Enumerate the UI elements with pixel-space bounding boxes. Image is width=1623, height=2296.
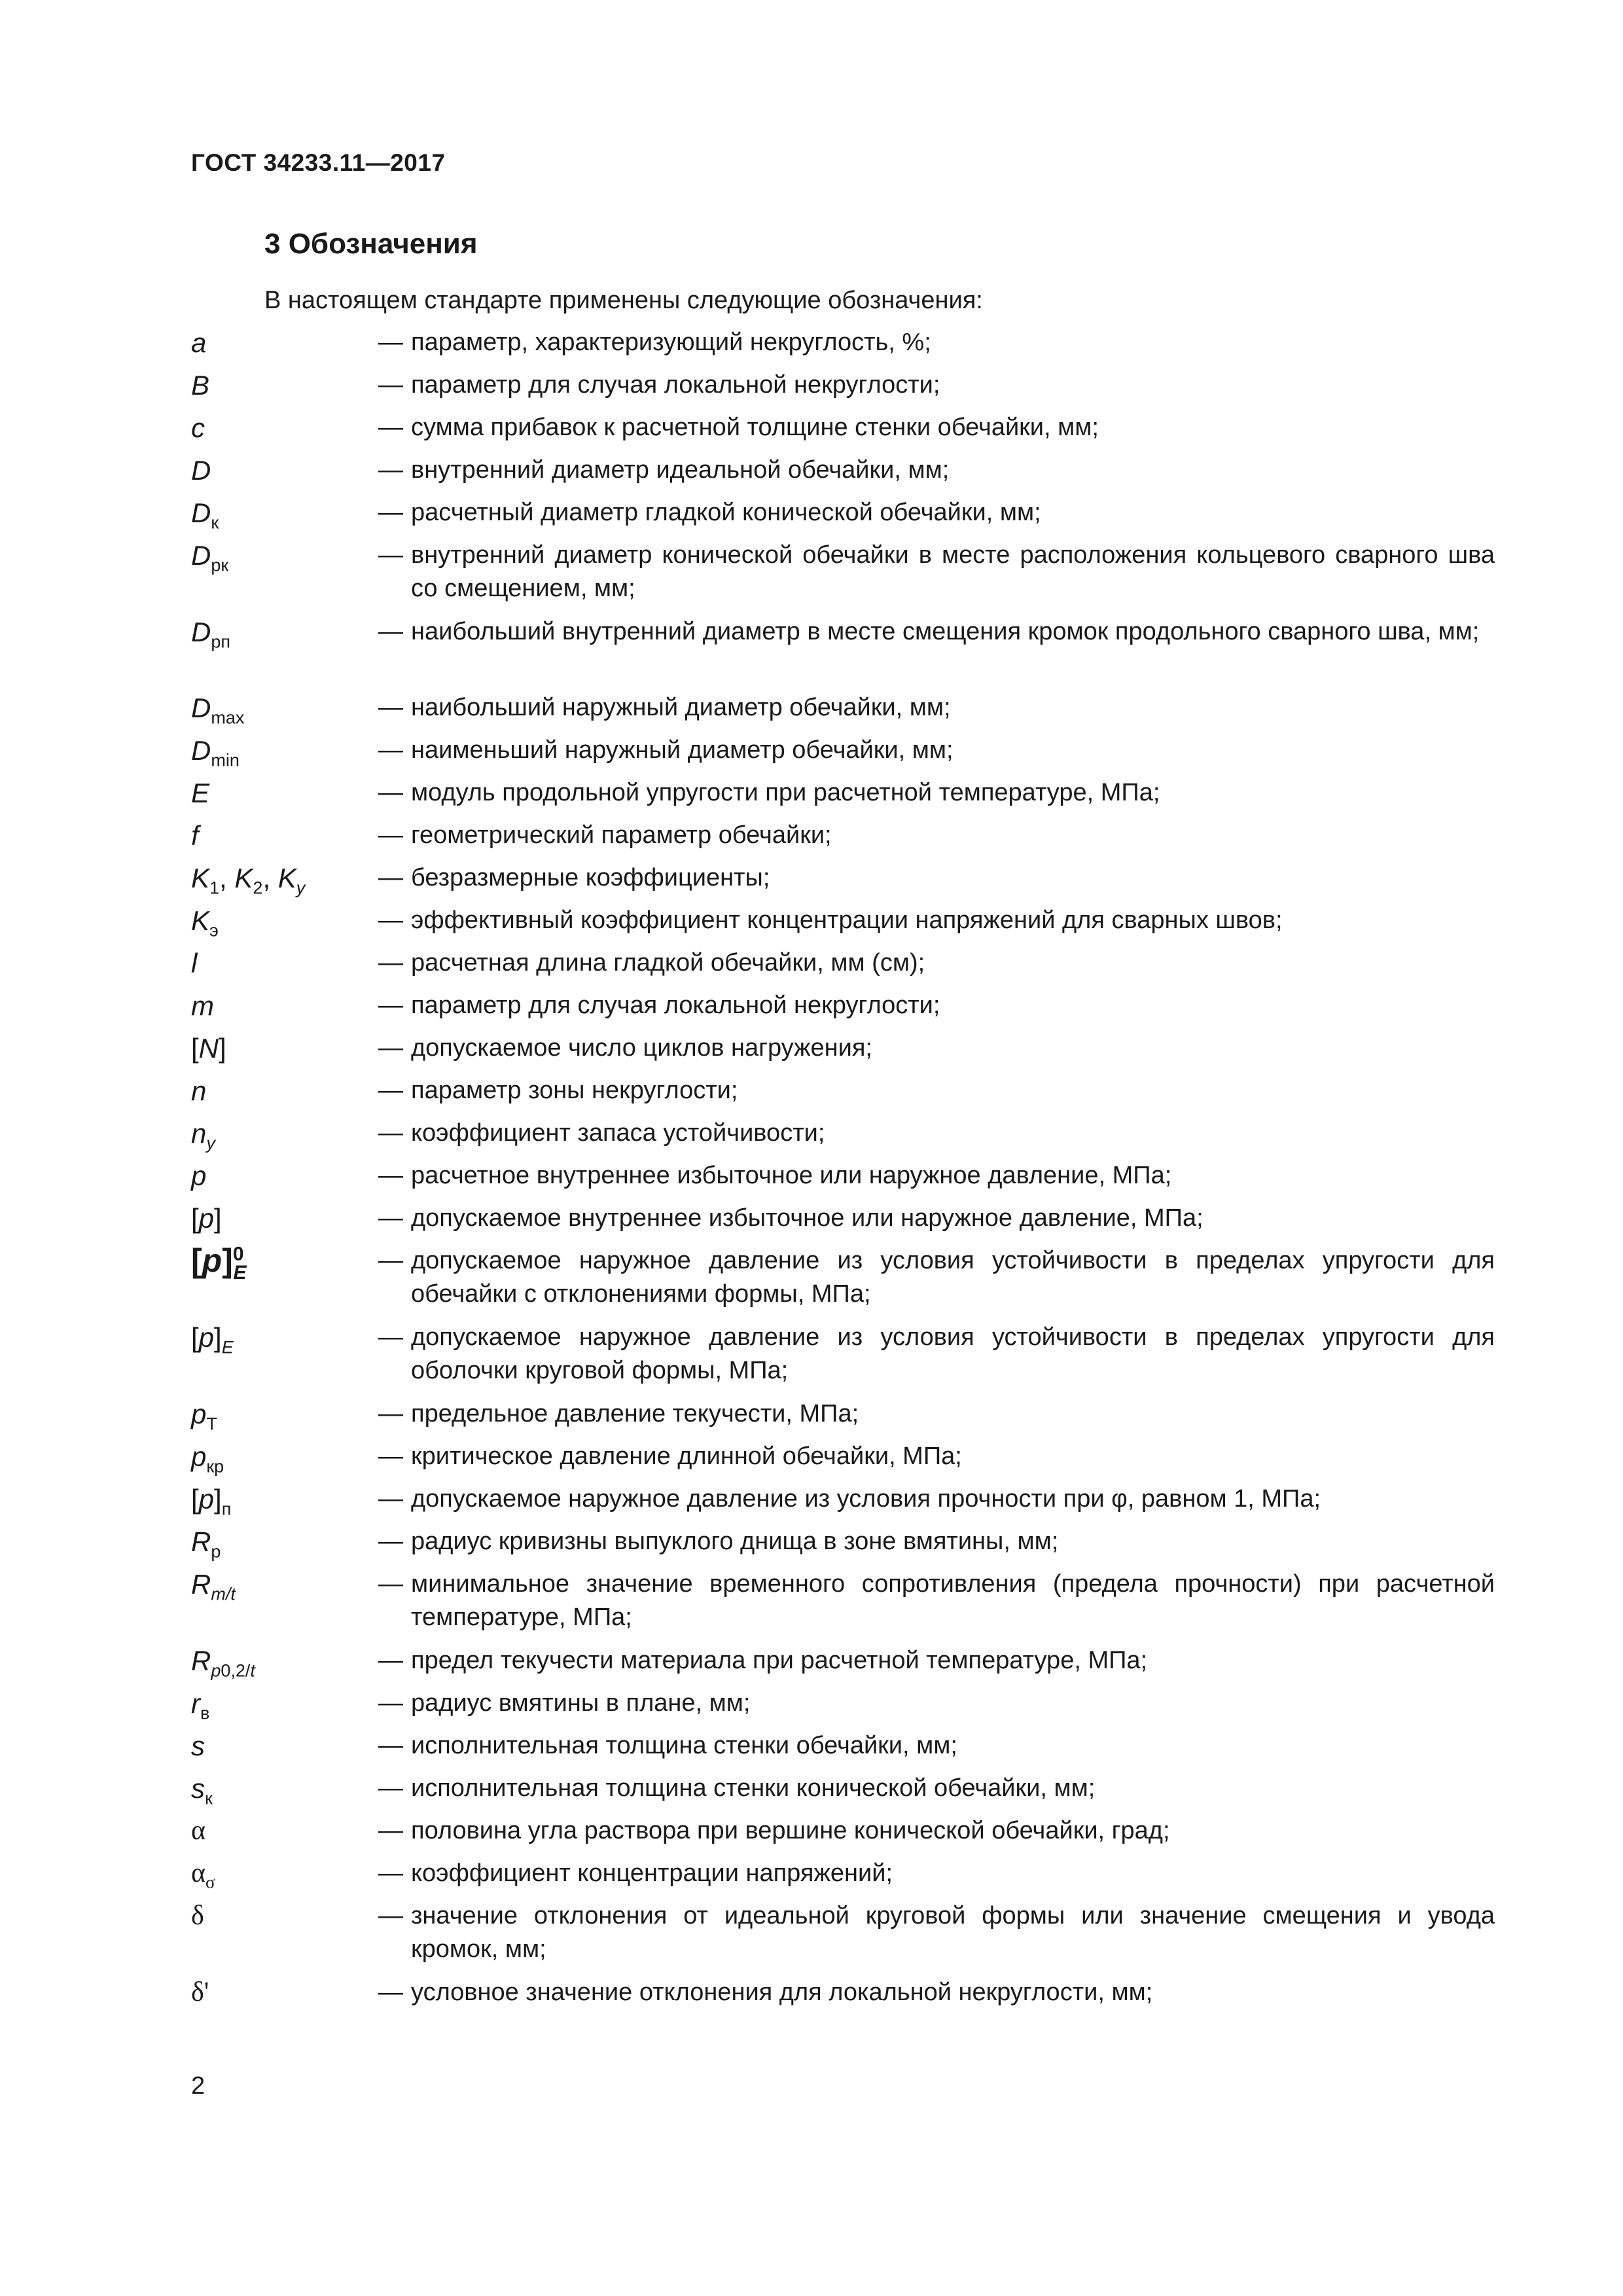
- definition: эффективный коэффициент концентрации напряжений для сварных швов;: [411, 906, 1283, 934]
- definition: внутренний диаметр конической обечайки в месте расположения кольцевого сварного шва со смещением, мм;: [411, 541, 1495, 602]
- dash: —: [378, 1859, 403, 1887]
- definition: наибольший внутренний диаметр в месте смещения кромок продольного сварного шва, мм;: [411, 618, 1480, 645]
- intro-text: В настоящем стандарте применены следующие обозначения:: [264, 287, 983, 314]
- symbol: [p]: [191, 1203, 222, 1234]
- section-title: 3 Обозначения: [264, 228, 478, 260]
- symbol: D: [191, 455, 211, 486]
- dash: —: [378, 1204, 403, 1232]
- definition: параметр для случая локальной некруглости;: [411, 992, 940, 1019]
- symbol: $D_{рп}$: [191, 617, 230, 652]
- definition: параметр зоны некруглости;: [411, 1077, 738, 1104]
- definition: допускаемое наружное давление из условия устойчивости в пределах упругости для оболочки круговой формы, МПа;: [411, 1323, 1495, 1384]
- definition: допускаемое число циклов нагружения;: [411, 1034, 872, 1062]
- definition: внутренний диаметр идеальной обечайки, мм;: [411, 456, 950, 484]
- dash: —: [378, 1817, 403, 1844]
- dash: —: [378, 1485, 403, 1513]
- dash: —: [378, 1077, 403, 1104]
- symbol: $[p]^0_E$: [191, 1242, 247, 1283]
- symbol: α: [191, 1816, 206, 1846]
- definition: коэффициент концентрации напряжений;: [411, 1859, 893, 1887]
- symbol: $r_в$: [191, 1688, 210, 1723]
- symbol: $D_к$: [191, 497, 219, 533]
- definition: безразмерные коэффициенты;: [411, 864, 770, 891]
- definition: условное значение отклонения для локальной некруглости, мм;: [411, 1979, 1153, 2006]
- symbol: $p_Т$: [191, 1399, 217, 1434]
- dash: —: [378, 1162, 403, 1189]
- definition: сумма прибавок к расчетной толщине стенки обечайки, мм;: [411, 414, 1099, 441]
- dash: —: [378, 1119, 403, 1147]
- dash: —: [378, 864, 403, 891]
- symbol: $D_{рк}$: [191, 540, 229, 575]
- dash: —: [378, 736, 403, 764]
- dash: —: [378, 949, 403, 977]
- definition: предельное давление текучести, МПа;: [411, 1400, 859, 1427]
- dash: —: [378, 414, 403, 441]
- symbol: p: [191, 1160, 207, 1191]
- symbol: s: [191, 1731, 205, 1761]
- symbol: a: [191, 327, 207, 358]
- definition: допускаемое наружное давление из условия прочности при φ, равном 1, МПа;: [411, 1485, 1321, 1513]
- definition: параметр, характеризующий некруглость, %;: [411, 329, 931, 356]
- symbol: δ: [191, 1901, 204, 1931]
- definition: исполнительная толщина стенки конической обечайки, мм;: [411, 1774, 1096, 1802]
- dash: —: [378, 1570, 403, 1598]
- definition: расчетный диаметр гладкой конической обечайки, мм;: [411, 499, 1041, 526]
- definition: параметр для случая локальной некруглости;: [411, 371, 940, 399]
- symbol: $R_{p0,2/t}$: [191, 1645, 255, 1681]
- symbol: B: [191, 370, 210, 401]
- symbol: f: [191, 820, 199, 851]
- dash: —: [378, 541, 403, 569]
- symbol: $D_{max}$: [191, 692, 245, 728]
- symbol: c: [191, 412, 205, 443]
- dash: —: [378, 992, 403, 1019]
- definition: половина угла раствора при вершине конической обечайки, град;: [411, 1817, 1170, 1844]
- dash: —: [378, 371, 403, 399]
- dash: —: [378, 499, 403, 526]
- symbol: n: [191, 1075, 207, 1106]
- symbol: $R_р$: [191, 1526, 221, 1562]
- definition: коэффициент запаса устойчивости;: [411, 1119, 825, 1147]
- dash: —: [378, 1902, 403, 1929]
- symbol: $n_y$: [191, 1118, 215, 1153]
- symbol: $R_{m/t}$: [191, 1569, 236, 1604]
- header-doc-id: ГОСТ 34233.11—2017: [191, 149, 446, 176]
- definition: критическое давление длинной обечайки, МПа;: [411, 1443, 962, 1470]
- symbol: $K_э$: [191, 905, 219, 941]
- symbol: E: [191, 778, 210, 808]
- definition: расчетное внутреннее избыточное или наружное давление, МПа;: [411, 1162, 1172, 1189]
- symbol: δ': [191, 1977, 209, 2007]
- symbol: $[p]_E$: [191, 1322, 234, 1357]
- symbol: m: [191, 990, 214, 1021]
- dash: —: [378, 1774, 403, 1802]
- dash: —: [378, 1979, 403, 2006]
- dash: —: [378, 1034, 403, 1062]
- dash: —: [378, 1528, 403, 1555]
- symbol: [N]: [191, 1033, 226, 1064]
- definition: наименьший наружный диаметр обечайки, мм;: [411, 736, 954, 764]
- definition: минимальное значение временного сопротивления (предела прочности) при расчетной температуре, МПа;: [411, 1570, 1495, 1631]
- dash: —: [378, 329, 403, 356]
- dash: —: [378, 1443, 403, 1470]
- definition: расчетная длина гладкой обечайки, мм (см);: [411, 949, 925, 977]
- dash: —: [378, 779, 403, 806]
- symbol: $p_{кр}$: [191, 1441, 224, 1477]
- definition: радиус вмятины в плане, мм;: [411, 1689, 751, 1717]
- dash: —: [378, 456, 403, 484]
- definition: допускаемое внутреннее избыточное или наружное давление, МПа;: [411, 1204, 1204, 1232]
- definition: наибольший наружный диаметр обечайки, мм;: [411, 694, 951, 721]
- dash: —: [378, 1647, 403, 1674]
- page-number: 2: [191, 2072, 205, 2100]
- symbol: $s_к$: [191, 1773, 213, 1808]
- symbol: $K_1$, $K_2$, $K_y$: [191, 863, 306, 898]
- definition: предел текучести материала при расчетной температуре, МПа;: [411, 1647, 1148, 1674]
- dash: —: [378, 906, 403, 934]
- definition: исполнительная толщина стенки обечайки, мм;: [411, 1732, 957, 1759]
- dash: —: [378, 694, 403, 721]
- symbol: l: [191, 948, 198, 978]
- dash: —: [378, 1400, 403, 1427]
- dash: —: [378, 1247, 403, 1274]
- symbol: $D_{min}$: [191, 735, 240, 770]
- definition: радиус кривизны выпуклого днища в зоне вмятины, мм;: [411, 1528, 1059, 1555]
- symbol: $\alpha_\sigma$: [191, 1858, 215, 1892]
- symbol: $[p]_п$: [191, 1484, 232, 1519]
- dash: —: [378, 1732, 403, 1759]
- dash: —: [378, 1323, 403, 1351]
- definition: геометрический параметр обечайки;: [411, 821, 832, 849]
- dash: —: [378, 821, 403, 849]
- dash: —: [378, 1689, 403, 1717]
- definition: модуль продольной упругости при расчетной температуре, МПа;: [411, 779, 1160, 806]
- definition: значение отклонения от идеальной круговой формы или значение смещения и увода кромок, мм;: [411, 1902, 1495, 1963]
- definition: допускаемое наружное давление из условия устойчивости в пределах упругости для обечайки с отклонениями формы, МПа;: [411, 1247, 1495, 1308]
- dash: —: [378, 618, 403, 645]
